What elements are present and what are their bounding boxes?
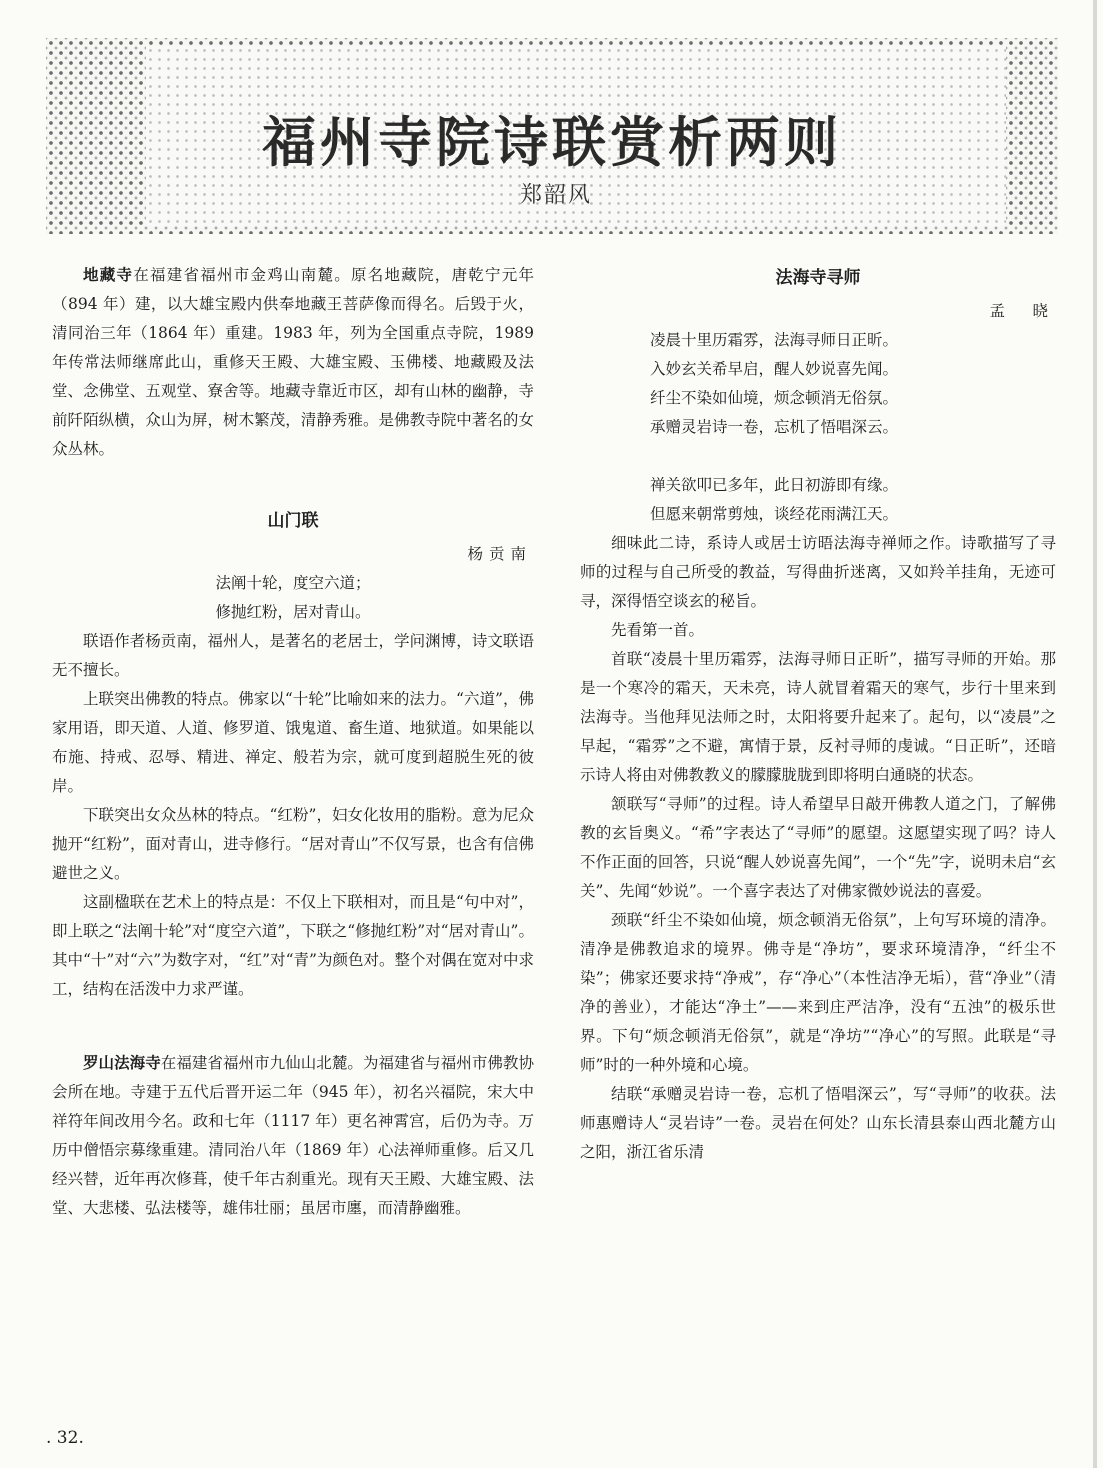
- poem-line: 纤尘不染如仙境，烦念顿消无俗氛。: [650, 389, 899, 407]
- paragraph: 下联突出女众丛林的特点。“红粉”，妇女化妆用的脂粉。意为尼众抛开“红粉”，面对青山，进寺修行。“居对青山”不仅写景，也含有信佛避世之义。: [52, 806, 534, 882]
- couplet-line-2: 修抛红粉，居对青山。: [215, 603, 371, 621]
- section-author-shanmen: 杨贡南: [467, 545, 532, 563]
- poem-line: 但愿来朝常剪烛，谈经花雨满江天。: [650, 505, 899, 523]
- spacer: [52, 1004, 534, 1048]
- intro-lead-fahai: 罗山法海寺: [83, 1053, 161, 1072]
- poem-line: 承赠灵岩诗一卷，忘机了悟唱深云。: [650, 418, 899, 436]
- paragraph: 结联“承赠灵岩诗一卷，忘机了悟唱深云”，写“寻师”的收获。法师惠赠诗人“灵岩诗”一卷。灵岩在何处？山东长清县泰山西北麓方山之阳，浙江省乐清: [580, 1085, 1056, 1161]
- intro-lead-dizang: 地藏寺: [83, 265, 134, 284]
- section-author-fahai: 孟 晓: [989, 302, 1054, 320]
- section-heading-fahai: 法海寺寻师: [775, 268, 861, 288]
- intro-text-dizang: 在福建省福州市金鸡山南麓。原名地藏院，唐乾宁元年（894 年）建，以大雄宝殿内供奉地藏王菩萨像而得名。后毁于火，清同治三年（1864 年）重建。1983 年，列为全国重点寺院，1989 年传常法师继席此山，重修天王殿、大雄宝殿、玉佛楼、地藏殿及法堂、念佛堂、五观堂、寮舍等。地藏寺靠近市区，却有山林的幽静，寺前阡陌纵横，众山为屏，树木繁茂，清静秀雅。是佛教寺院中著名的女众丛林。: [52, 266, 534, 458]
- intro-text-fahai: 在福建省福州市九仙山北麓。为福建省与福州市佛教协会所在地。寺建于五代后晋开运二年（945 年），初名兴福院，宋大中祥符年间改用今名。政和七年（1117 年）更名神霄宫，后仍为寺。万历中僧悟宗募缘重建。清同治八年（1869 年）心法禅师重修。后又几经兴替，近年再次修葺，使千年古刹重光。现有天王殿、大雄宝殿、法堂、大悲楼、弘法楼等，雄伟壮丽；虽居市廛，而清静幽雅。: [52, 1054, 534, 1217]
- paragraph: 先看第一首。: [611, 621, 705, 639]
- article-author: 郑韶风: [519, 183, 592, 208]
- paragraph: 这副楹联在艺术上的特点是：不仅上下联相对，而且是“句中对”，即上联之“法阐十轮”对“度空六道”，下联之“修抛红粉”对“居对青山”。其中“十”对“六”为数字对，“红”对“青”为颜色对。整个对偶在宽对中求工，结构在活泼中力求严谨。: [52, 893, 534, 998]
- poem-line: 凌晨十里历霜雰，法海寻师日正昕。: [650, 331, 899, 349]
- left-column: [52, 260, 534, 1223]
- poem-line: 入妙玄关希早启，醒人妙说喜先闻。: [650, 360, 899, 378]
- spacer: [580, 442, 1056, 471]
- poem-line: 禅关欲叩已多年，此日初游即有缘。: [650, 476, 899, 494]
- section-heading-shanmen: 山门联: [267, 511, 319, 531]
- page-edge: [1093, 0, 1097, 1468]
- paragraph: 上联突出佛教的特点。佛家以“十轮”比喻如来的法力。“六道”，佛家用语，即天道、人道、修罗道、饿鬼道、畜生道、地狱道。如果能以布施、持戒、忍辱、精进、禅定、般若为宗，就可度到超脱生死的彼岸。: [52, 690, 534, 795]
- spacer: [52, 464, 534, 493]
- paragraph: 颔联写“寻师”的过程。诗人希望早日敲开佛教人道之门，了解佛教的玄旨奥义。“希”字表达了“寻师”的愿望。这愿望实现了吗？诗人不作正面的回答，只说“醒人妙说喜先闻”，一个“先”字，说明未启“玄关”、先闻“妙说”。一个喜字表达了对佛家微妙说法的喜爱。: [580, 795, 1056, 900]
- paragraph: 颈联“纤尘不染如仙境，烦念顿消无俗氛”，上句写环境的清净。清净是佛教追求的境界。佛寺是“净坊”，要求环境清净，“纤尘不染”；佛家还要求持“净戒”，存“净心”（本性洁净无垢），营“净业”（清净的善业），才能达“净土”——来到庄严洁净，没有“五浊”的极乐世界。下句“烦念顿消无俗氛”，就是“净坊”“净心”的写照。此联是“寻师”时的一种外境和心境。: [580, 911, 1056, 1074]
- intro-paragraph-fahai: [52, 1048, 534, 1223]
- paragraph: 联语作者杨贡南，福州人，是著名的老居士，学问渊博，诗文联语无不擅长。: [52, 632, 534, 679]
- title-banner: [46, 38, 1058, 234]
- right-column: [580, 260, 1056, 1167]
- paragraph: 首联“凌晨十里历霜雰，法海寻师日正昕”，描写寻师的开始。那是一个寒冷的霜天，天未亮，诗人就冒着霜天的寒气，步行十里来到法海寺。当他拜见法师之时，太阳将要升起来了。起句，以“凌晨”之早起，“霜雰”之不避，寓情于景，反衬寻师的虔诚。“日正昕”，还暗示诗人将由对佛教教义的朦朦胧胧到即将明白通晓的状态。: [580, 650, 1056, 784]
- couplet-line-1: 法阐十轮，度空六道；: [215, 574, 371, 592]
- page-title: 福州寺院诗联赏析两则: [262, 111, 842, 174]
- intro-paragraph-dizang: [52, 260, 534, 464]
- paragraph: 细味此二诗，系诗人或居士访晤法海寺禅师之作。诗歌描写了寻师的过程与自己所受的教益，写得曲折迷离，又如羚羊挂角，无迹可寻，深得悟空谈玄的秘旨。: [580, 534, 1056, 610]
- page-number: . 32.: [46, 1428, 84, 1448]
